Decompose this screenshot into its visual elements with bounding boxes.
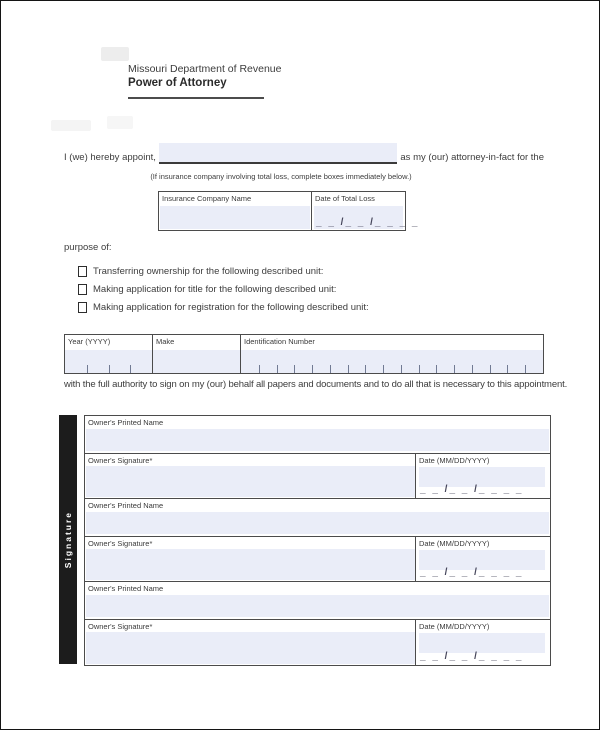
signature-sidebar-label: Signature [63, 510, 73, 569]
total-loss-date-cell [312, 192, 420, 230]
vehicle-vin-cell [241, 335, 543, 373]
title-underline [128, 97, 264, 99]
comb-tick [277, 365, 278, 373]
checkbox-label: Making application for title for the following described unit: [93, 283, 337, 295]
signature-row [85, 537, 550, 582]
purpose-label: purpose of: [64, 242, 112, 253]
signature-row [85, 454, 550, 499]
transfer-ownership-checkbox[interactable] [78, 266, 87, 277]
registration-application-checkbox[interactable] [78, 302, 87, 313]
comb-tick [419, 365, 420, 373]
owner-signature-label: Owner's Signature* [88, 622, 153, 631]
insurance-table [158, 191, 420, 231]
title-application-checkbox[interactable] [78, 284, 87, 295]
owner-signature-cell [85, 620, 415, 665]
comb-tick [401, 365, 402, 373]
comb-tick [383, 365, 384, 373]
vehicle-vin-label: Identification Number [244, 337, 315, 346]
artifact-smudge [101, 47, 129, 61]
vehicle-year-label: Year (YYYY) [68, 337, 111, 346]
owner-signature-input[interactable] [86, 549, 415, 580]
comb-tick [525, 365, 526, 373]
checkbox-label: Transferring ownership for the following described unit: [93, 265, 324, 277]
printed-name-label: Owner's Printed Name [88, 501, 164, 510]
printed-name-label: Owner's Printed Name [88, 418, 164, 427]
insurance-instruction-note: (If insurance company involving total loss, complete boxes immediately below.) [150, 172, 412, 181]
printed-name-input[interactable] [86, 595, 549, 617]
printed-name-label: Owner's Printed Name [88, 584, 164, 593]
vehicle-table [64, 334, 544, 374]
owner-signature-label: Owner's Signature* [88, 456, 153, 465]
owner-signature-cell [85, 537, 415, 581]
comb-tick [454, 365, 455, 373]
vehicle-year-cell [65, 335, 153, 373]
appoint-suffix-text: as my (our) attorney-in-fact for the [400, 152, 544, 163]
date-mask: _ _ /_ _ /_ _ _ _ [420, 484, 524, 495]
owner-signature-label: Owner's Signature* [88, 539, 153, 548]
comb-tick [312, 365, 313, 373]
signature-date-cell [415, 537, 550, 581]
signature-sidebar [59, 415, 77, 664]
insurance-company-label: Insurance Company Name [162, 194, 252, 203]
agency-name: Missouri Department of Revenue [128, 63, 282, 75]
purpose-options [78, 262, 369, 316]
purpose-option-title [78, 280, 369, 298]
date-mask: _ _ /_ _ /_ _ _ _ [420, 567, 524, 578]
signature-date-label: Date (MM/DD/YYYY) [419, 622, 490, 631]
comb-tick [348, 365, 349, 373]
comb-tick [87, 365, 88, 373]
printed-name-input[interactable] [86, 429, 549, 451]
artifact-smudge [51, 120, 91, 131]
insurance-company-input[interactable] [160, 206, 310, 229]
comb-tick [365, 365, 366, 373]
printed-name-row [85, 416, 550, 454]
signature-table [84, 415, 551, 666]
date-mask: _ _ /_ _ /_ _ _ _ [420, 651, 524, 662]
comb-tick [259, 365, 260, 373]
appoint-sentence [64, 142, 544, 164]
comb-tick [130, 365, 131, 373]
signature-date-label: Date (MM/DD/YYYY) [419, 539, 490, 548]
comb-tick [109, 365, 110, 373]
purpose-option-registration [78, 298, 369, 316]
printed-name-input[interactable] [86, 512, 549, 534]
owner-signature-input[interactable] [86, 632, 415, 664]
authority-statement: with the full authority to sign on my (our) behalf all papers and documents and to do all that is necessary to this appointment. [64, 379, 568, 390]
appoint-prefix-text: I (we) hereby appoint, [64, 152, 156, 163]
appointee-name-field[interactable] [159, 143, 398, 164]
total-loss-date-label: Date of Total Loss [315, 194, 375, 203]
vehicle-vin-input[interactable] [241, 350, 543, 373]
comb-tick [330, 365, 331, 373]
comb-tick [294, 365, 295, 373]
printed-name-row [85, 582, 550, 620]
date-mask: _ _ /_ _ /_ _ _ _ [316, 217, 420, 228]
vehicle-make-cell [153, 335, 241, 373]
signature-date-input[interactable] [419, 633, 545, 653]
insurance-company-cell [159, 192, 312, 230]
comb-tick [436, 365, 437, 373]
comb-tick [472, 365, 473, 373]
comb-tick [490, 365, 491, 373]
owner-signature-input[interactable] [86, 466, 415, 497]
vehicle-make-label: Make [156, 337, 175, 346]
artifact-smudge [107, 116, 133, 129]
signature-date-cell [415, 454, 550, 498]
form-title: Power of Attorney [128, 77, 227, 90]
comb-tick [507, 365, 508, 373]
owner-signature-cell [85, 454, 415, 498]
printed-name-row [85, 499, 550, 537]
vehicle-make-input[interactable] [153, 350, 240, 373]
checkbox-label: Making application for registration for the following described unit: [93, 301, 369, 313]
signature-row [85, 620, 550, 665]
form-header [128, 63, 282, 91]
signature-date-cell [415, 620, 550, 665]
purpose-option-transfer [78, 262, 369, 280]
signature-date-label: Date (MM/DD/YYYY) [419, 456, 490, 465]
